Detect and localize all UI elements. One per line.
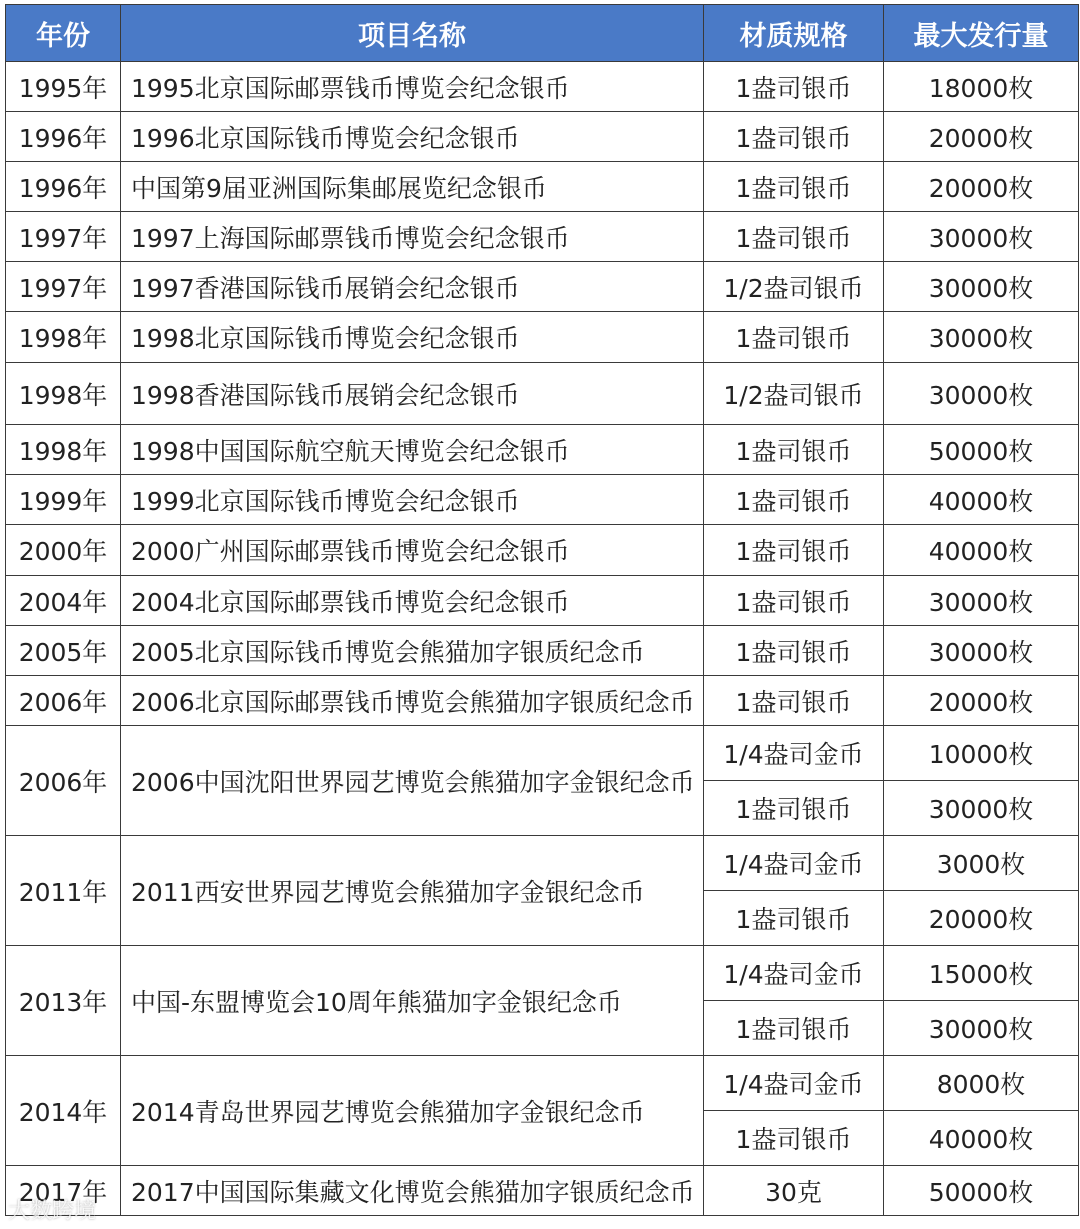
table-row [6, 1056, 1079, 1111]
cell-name: 2017中国国际集藏文化博览会熊猫加字银质纪念币 [121, 1166, 704, 1216]
cell-name: 中国-东盟博览会10周年熊猫加字金银纪念币 [121, 946, 704, 1056]
cell-material: 1/4盎司金币 [704, 836, 884, 891]
table-row [6, 836, 1079, 891]
cell-material: 1盎司银币 [704, 475, 884, 525]
cell-year: 2006年 [6, 726, 121, 836]
cell-material: 1盎司银币 [704, 676, 884, 726]
cell-year: 2006年 [6, 676, 121, 726]
cell-year: 2017年 [6, 1166, 121, 1216]
cell-quantity: 30000枚 [884, 212, 1079, 262]
cell-name: 1998中国国际航空航天博览会纪念银币 [121, 425, 704, 475]
table-row [6, 112, 1079, 162]
cell-material: 1盎司银币 [704, 62, 884, 112]
table-body [6, 62, 1079, 1216]
table-row [6, 62, 1079, 112]
table-row [6, 312, 1079, 363]
cell-quantity: 20000枚 [884, 891, 1079, 946]
cell-quantity: 50000枚 [884, 1166, 1079, 1216]
cell-name: 1995北京国际邮票钱币博览会纪念银币 [121, 62, 704, 112]
cell-year: 2004年 [6, 576, 121, 626]
cell-material: 1盎司银币 [704, 1001, 884, 1056]
cell-year: 1999年 [6, 475, 121, 525]
header-material: 材质规格 [704, 5, 884, 62]
cell-quantity: 40000枚 [884, 525, 1079, 576]
table-row [6, 425, 1079, 475]
cell-year: 1997年 [6, 212, 121, 262]
table-row [6, 162, 1079, 212]
cell-name: 1998北京国际钱币博览会纪念银币 [121, 312, 704, 363]
cell-quantity: 30000枚 [884, 262, 1079, 312]
cell-name: 1997上海国际邮票钱币博览会纪念银币 [121, 212, 704, 262]
cell-quantity: 18000枚 [884, 62, 1079, 112]
table-row [6, 676, 1079, 726]
table-row [6, 525, 1079, 576]
cell-quantity: 50000枚 [884, 425, 1079, 475]
cell-material: 1/4盎司金币 [704, 726, 884, 781]
cell-material: 1/2盎司银币 [704, 363, 884, 425]
cell-name: 1999北京国际钱币博览会纪念银币 [121, 475, 704, 525]
cell-quantity: 30000枚 [884, 626, 1079, 676]
cell-quantity: 30000枚 [884, 781, 1079, 836]
cell-name: 1997香港国际钱币展销会纪念银币 [121, 262, 704, 312]
table-row [6, 475, 1079, 525]
cell-material: 1盎司银币 [704, 781, 884, 836]
cell-quantity: 15000枚 [884, 946, 1079, 1001]
header-quantity: 最大发行量 [884, 5, 1079, 62]
cell-year: 1996年 [6, 162, 121, 212]
cell-year: 1997年 [6, 262, 121, 312]
table-row [6, 212, 1079, 262]
cell-year: 1995年 [6, 62, 121, 112]
header-year: 年份 [6, 5, 121, 62]
cell-material: 30克 [704, 1166, 884, 1216]
cell-name: 1998香港国际钱币展销会纪念银币 [121, 363, 704, 425]
cell-quantity: 30000枚 [884, 312, 1079, 363]
cell-quantity: 30000枚 [884, 576, 1079, 626]
cell-name: 中国第9届亚洲国际集邮展览纪念银币 [121, 162, 704, 212]
watermark: 大数跨境 [8, 1199, 97, 1224]
cell-year: 1998年 [6, 312, 121, 363]
table-row [6, 363, 1079, 425]
cell-quantity: 3000枚 [884, 836, 1079, 891]
cell-name: 2011西安世界园艺博览会熊猫加字金银纪念币 [121, 836, 704, 946]
cell-name: 2006北京国际邮票钱币博览会熊猫加字银质纪念币 [121, 676, 704, 726]
cell-year: 2014年 [6, 1056, 121, 1166]
cell-year: 2011年 [6, 836, 121, 946]
cell-material: 1盎司银币 [704, 626, 884, 676]
cell-material: 1盎司银币 [704, 162, 884, 212]
table-row [6, 262, 1079, 312]
coin-issue-table [5, 4, 1079, 1216]
cell-year: 2013年 [6, 946, 121, 1056]
cell-name: 2014青岛世界园艺博览会熊猫加字金银纪念币 [121, 1056, 704, 1166]
cell-name: 1996北京国际钱币博览会纪念银币 [121, 112, 704, 162]
table-row [6, 1166, 1079, 1216]
table-row [6, 576, 1079, 626]
cell-quantity: 20000枚 [884, 676, 1079, 726]
cell-material: 1盎司银币 [704, 212, 884, 262]
cell-year: 2000年 [6, 525, 121, 576]
cell-year: 1998年 [6, 363, 121, 425]
cell-quantity: 40000枚 [884, 475, 1079, 525]
cell-name: 2000广州国际邮票钱币博览会纪念银币 [121, 525, 704, 576]
cell-material: 1/4盎司金币 [704, 946, 884, 1001]
cell-name: 2005北京国际钱币博览会熊猫加字银质纪念币 [121, 626, 704, 676]
cell-quantity: 30000枚 [884, 363, 1079, 425]
cell-name: 2006中国沈阳世界园艺博览会熊猫加字金银纪念币 [121, 726, 704, 836]
cell-material: 1盎司银币 [704, 312, 884, 363]
header-row [6, 5, 1079, 62]
cell-material: 1盎司银币 [704, 525, 884, 576]
cell-material: 1盎司银币 [704, 425, 884, 475]
cell-material: 1盎司银币 [704, 891, 884, 946]
cell-year: 1998年 [6, 425, 121, 475]
cell-name: 2004北京国际邮票钱币博览会纪念银币 [121, 576, 704, 626]
cell-quantity: 30000枚 [884, 1001, 1079, 1056]
cell-material: 1/2盎司银币 [704, 262, 884, 312]
cell-quantity: 20000枚 [884, 112, 1079, 162]
cell-quantity: 8000枚 [884, 1056, 1079, 1111]
cell-year: 2005年 [6, 626, 121, 676]
cell-material: 1盎司银币 [704, 1111, 884, 1166]
cell-quantity: 20000枚 [884, 162, 1079, 212]
table-row [6, 946, 1079, 1001]
cell-material: 1盎司银币 [704, 112, 884, 162]
cell-material: 1/4盎司金币 [704, 1056, 884, 1111]
header-name: 项目名称 [121, 5, 704, 62]
cell-material: 1盎司银币 [704, 576, 884, 626]
table-row [6, 726, 1079, 781]
cell-quantity: 10000枚 [884, 726, 1079, 781]
table-row [6, 626, 1079, 676]
cell-quantity: 40000枚 [884, 1111, 1079, 1166]
cell-year: 1996年 [6, 112, 121, 162]
